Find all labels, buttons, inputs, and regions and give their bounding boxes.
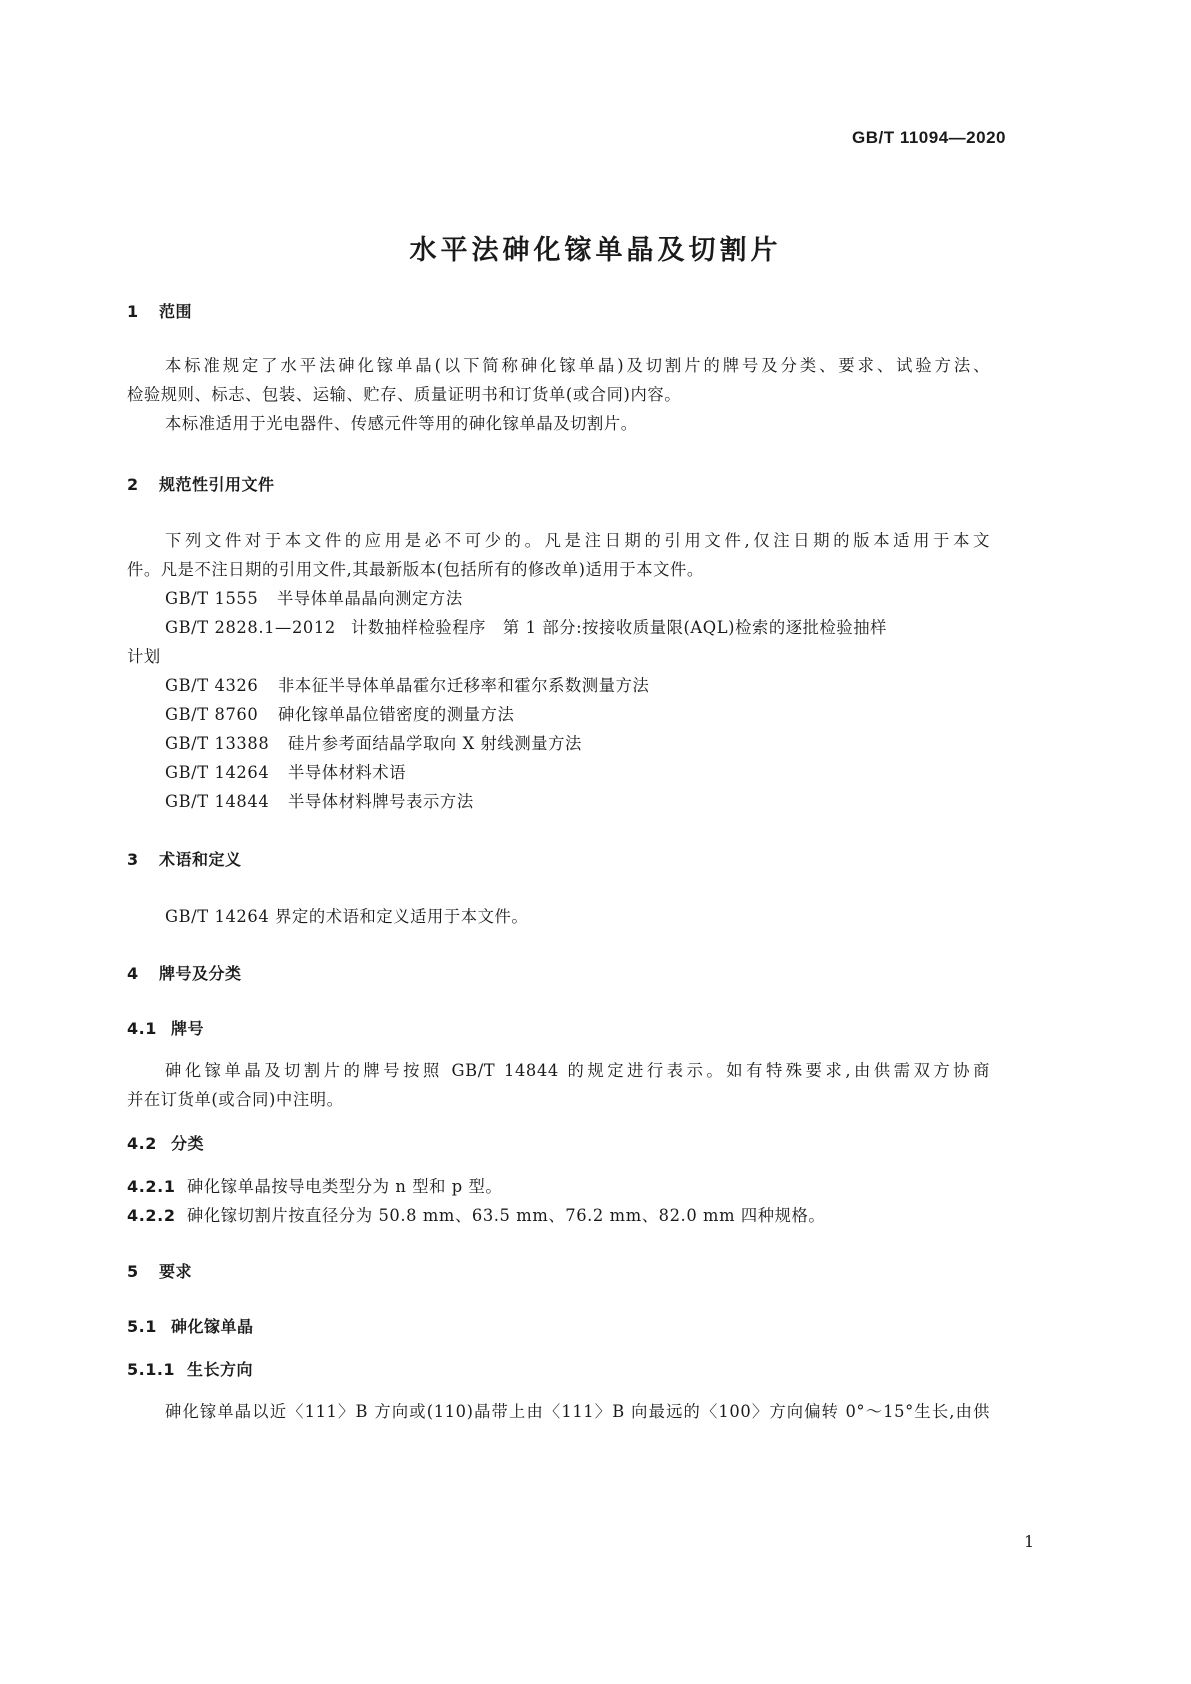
section-number: 2 [127, 475, 139, 494]
reference-code: GB/T 8760 [165, 705, 259, 724]
clause-text: 砷化镓切割片按直径分为 50.8 mm、63.5 mm、76.2 mm、82.0 mm 四种规格。 [187, 1206, 826, 1225]
section-title: 范围 [159, 302, 193, 321]
paragraph-line: 件。凡是不注日期的引用文件,其最新版本(包括所有的修改单)适用于本文件。 [127, 560, 704, 579]
section-title: 分类 [171, 1134, 205, 1153]
paragraph-line: 砷化镓单晶及切割片的牌号按照 GB/T 14844 的规定进行表示。如有特殊要求,由供需双方协商 [165, 1061, 990, 1080]
reference-code: GB/T 13388 [165, 734, 270, 753]
reference-code: GB/T 1555 [165, 589, 259, 608]
section-5-heading [127, 1259, 192, 1282]
section-number: 5.1 [127, 1317, 157, 1336]
reference-title: 砷化镓单晶位错密度的测量方法 [278, 705, 515, 724]
reference-item [165, 585, 463, 609]
paragraph-line: GB/T 14264 界定的术语和定义适用于本文件。 [165, 907, 529, 926]
section-3-heading [127, 847, 242, 870]
paragraph-line: 下列文件对于本文件的应用是必不可少的。凡是注日期的引用文件,仅注日期的版本适用于本文 [165, 531, 990, 550]
reference-item [165, 788, 474, 812]
standard-number: GB/T 11094—2020 [852, 128, 1006, 147]
document-title: 水平法砷化镓单晶及切割片 [409, 235, 782, 266]
reference-title: 硅片参考面结晶学取向 X 射线测量方法 [288, 734, 582, 753]
section-number: 5 [127, 1262, 139, 1281]
subsection-5-1-heading [127, 1314, 254, 1337]
paragraph-line: 本标准适用于光电器件、传感元件等用的砷化镓单晶及切割片。 [165, 414, 638, 433]
section-title: 砷化镓单晶 [171, 1317, 254, 1336]
reference-title: 非本征半导体单晶霍尔迁移率和霍尔系数测量方法 [278, 676, 650, 695]
section-title: 规范性引用文件 [159, 475, 275, 494]
clause-text: 砷化镓单晶按导电类型分为 n 型和 p 型。 [187, 1177, 503, 1196]
subsection-4-1-heading [127, 1016, 204, 1039]
reference-code: GB/T 4326 [165, 676, 259, 695]
subsection-5-1-1-heading [127, 1357, 253, 1380]
paragraph-line: 砷化镓单晶以近〈111〉B 方向或(110)晶带上由〈111〉B 向最远的〈100〉方向偏转 0°～15°生长,由供 [165, 1402, 990, 1421]
section-number: 4.1 [127, 1019, 157, 1038]
reference-item [165, 759, 406, 783]
section-2-heading [127, 472, 275, 495]
section-title: 生长方向 [187, 1360, 254, 1379]
reference-code: GB/T 2828.1—2012 [165, 618, 336, 637]
reference-code: GB/T 14264 [165, 763, 270, 782]
section-number: 5.1.1 [127, 1360, 176, 1379]
section-number: 3 [127, 850, 139, 869]
section-title: 牌号及分类 [159, 964, 242, 983]
clause-number: 4.2.2 [127, 1206, 176, 1225]
section-title: 牌号 [171, 1019, 205, 1038]
section-number: 4.2 [127, 1134, 157, 1153]
reference-title: 半导体材料牌号表示方法 [288, 792, 474, 811]
reference-title: 半导体材料术语 [288, 763, 407, 782]
subsection-4-2-heading [127, 1131, 204, 1154]
section-4-heading [127, 961, 242, 984]
clause-4-2-1 [127, 1173, 502, 1197]
reference-item [165, 614, 990, 638]
paragraph-line: 并在订货单(或合同)中注明。 [127, 1090, 344, 1109]
clause-number: 4.2.1 [127, 1177, 176, 1196]
reference-code: GB/T 14844 [165, 792, 270, 811]
reference-item [165, 672, 649, 696]
reference-continuation: 计划 [127, 647, 161, 666]
section-number: 1 [127, 302, 139, 321]
paragraph-line: 检验规则、标志、包装、运输、贮存、质量证明书和订货单(或合同)内容。 [127, 385, 682, 404]
clause-4-2-2 [127, 1202, 825, 1226]
section-title: 要求 [159, 1262, 193, 1281]
page-number: 1 [1024, 1532, 1035, 1551]
paragraph-line: 本标准规定了水平法砷化镓单晶(以下简称砷化镓单晶)及切割片的牌号及分类、要求、试验方法、 [165, 356, 990, 375]
reference-title: 半导体单晶晶向测定方法 [277, 589, 463, 608]
section-1-heading [127, 299, 192, 322]
reference-title: 计数抽样检验程序 第 1 部分:按接收质量限(AQL)检索的逐批检验抽样 [351, 618, 888, 637]
reference-item [165, 701, 514, 725]
section-title: 术语和定义 [159, 850, 242, 869]
reference-item [165, 730, 582, 754]
section-number: 4 [127, 964, 139, 983]
